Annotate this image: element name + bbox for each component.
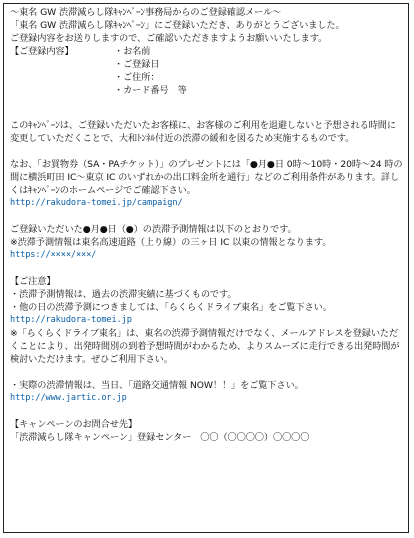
email-body xyxy=(3,3,409,533)
registration-item-date: ・ご登録日 xyxy=(114,59,160,70)
email-title: 〜東名 GW 渋滞減らし隊ｷｬﾝﾍﾟｰﾝ事務局からのご登録確認メール〜 xyxy=(10,7,282,18)
intro-text: ご登録内容をお送りしますので、ご確認いただきますようお願いいたします。 xyxy=(10,33,328,44)
registration-label: 【ご登録内容】 xyxy=(10,46,74,57)
note-3: ※「らくらくドライブ東名」は、東名の渋滞予測情報だけでなく、メールアドレスを登録いただくことにより、出発時間別の到着予想時間がわかるため、よりスムーズに走行できる出発時間が検討いただけます。ぜひご利用下さい。 xyxy=(10,328,400,365)
registration-items xyxy=(102,45,187,97)
registration-block xyxy=(10,45,403,97)
present-paragraph: なお、「お買物券（SA・PAチケット）」のプレゼントには「●月●日 0時〜10時・20時〜24 時の間に横浜町田 IC〜東京 IC のいずれかの出口料金所を通行」などのご利用条件があります。詳しくはｷｬﾝﾍﾟｰﾝのホームページでご確認下さい。 xyxy=(10,159,403,196)
note-1: ・渋滞予測情報は、過去の渋滞実績に基づくものです。 xyxy=(10,289,237,300)
contact-line: 「渋滞減らし隊キャンペーン」登録センター 〇〇（〇〇〇〇）〇〇〇〇 xyxy=(10,432,310,443)
note-4: ・実際の渋滞情報は、当日、「道路交通情報 NOW！！」をご覧下さい。 xyxy=(10,380,304,391)
registration-item-name: ・お名前 xyxy=(114,46,151,57)
campaign-link[interactable]: http://rakudora-tomei.jp/campaign/ xyxy=(10,198,183,208)
notes-label: 【ご注意】 xyxy=(10,276,56,287)
forecast-link[interactable]: https://××××/×××/ xyxy=(10,250,97,260)
registration-item-card: ・カード番号 等 xyxy=(114,85,187,96)
forecast-line-2: ※渋滞予測情報は東名高速道路（上り線）の三ヶ日 IC 以東の情報となります。 xyxy=(10,237,332,248)
forecast-line-1: ご登録いただいた●月●日（●）の渋滞予測情報は以下のとおりです。 xyxy=(10,224,297,235)
note-2: ・他の日の渋滞予測につきましては、「らくらくドライブ東名」をご覧下さい。 xyxy=(10,302,332,313)
greeting-text: 「東名 GW 渋滞減らし隊ｷｬﾝﾍﾟｰﾝ」にご登録いただき、ありがとうございました。 xyxy=(10,20,345,31)
jartic-link[interactable]: http://www.jartic.or.jp xyxy=(10,393,127,403)
registration-item-address: ・ご住所： xyxy=(114,72,160,83)
rakudora-link[interactable]: http://rakudora-tomei.jp xyxy=(10,315,132,325)
campaign-paragraph: このｷｬﾝﾍﾟｰﾝは、ご登録いただいたお客様に、お客様のご利用を退避しないと予想される時間に変更していただくことで、大和ﾄﾝﾈﾙ付近の渋滞の緩和を図るため実施するものです。 xyxy=(10,120,396,144)
contact-label: 【キャンペーンのお問合せ先】 xyxy=(10,419,138,430)
